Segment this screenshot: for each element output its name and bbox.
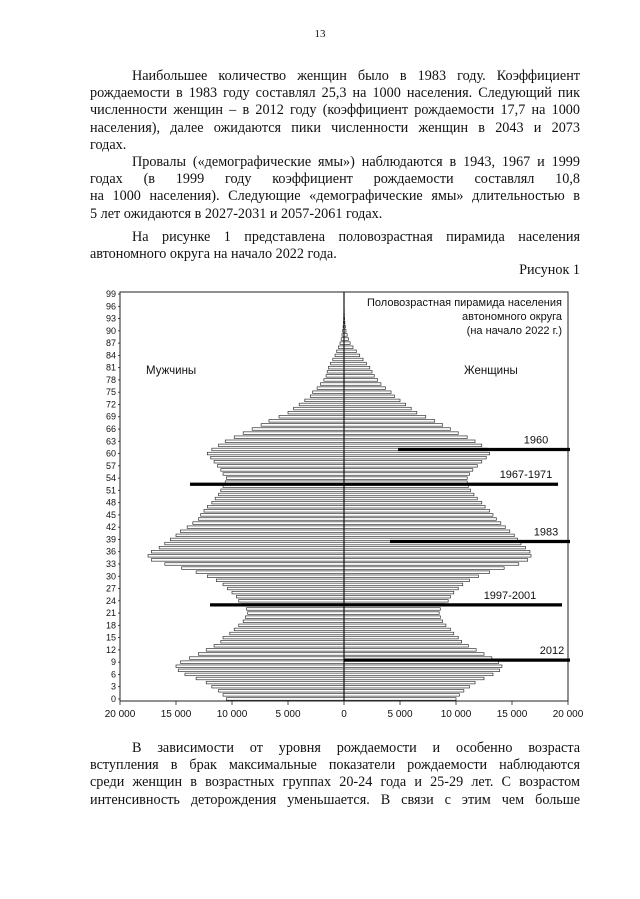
page-number: 13 xyxy=(314,28,326,40)
bar-female-age-86 xyxy=(344,346,353,349)
bar-male-age-15 xyxy=(223,636,344,639)
bar-female-age-44 xyxy=(344,518,496,521)
bar-female-age-30 xyxy=(344,575,478,578)
bar-male-age-73 xyxy=(305,399,344,402)
y-tick-label-36: 36 xyxy=(105,546,116,557)
bar-female-age-54 xyxy=(344,477,467,480)
bar-male-age-36 xyxy=(151,550,344,553)
paragraph-2 xyxy=(90,154,580,223)
bar-male-age-24 xyxy=(239,600,344,603)
bar-male-age-11 xyxy=(198,653,344,656)
bar-female-age-55 xyxy=(344,473,469,476)
bar-male-age-62 xyxy=(219,444,344,447)
bar-female-age-17 xyxy=(344,628,450,631)
bar-male-age-25 xyxy=(236,595,344,598)
bar-male-age-42 xyxy=(187,526,344,529)
bar-female-age-76 xyxy=(344,387,385,390)
cohort-marker-label-1: 1960 xyxy=(523,434,549,447)
y-tick-label-12: 12 xyxy=(105,644,116,655)
y-tick-label-69: 69 xyxy=(105,411,116,422)
bar-female-age-82 xyxy=(344,362,366,365)
bar-male-age-48 xyxy=(212,501,344,504)
bar-male-age-71 xyxy=(294,407,344,410)
cohort-marker-label-4: 1997-2001 xyxy=(483,589,537,602)
bar-male-age-4 xyxy=(206,681,344,684)
y-tick-label-6: 6 xyxy=(110,669,116,680)
legend-male-label: Мужчины xyxy=(146,365,197,377)
bar-female-age-27 xyxy=(344,587,458,590)
bar-male-age-82 xyxy=(331,362,344,365)
y-tick-label-27: 27 xyxy=(105,583,116,594)
paragraph-1 xyxy=(90,68,580,154)
bar-male-age-38 xyxy=(165,542,344,545)
bar-male-age-2 xyxy=(219,690,344,693)
bar-female-age-40 xyxy=(344,534,514,537)
bar-female-age-21 xyxy=(344,612,439,615)
bar-male-age-65 xyxy=(243,432,344,435)
bar-female-age-77 xyxy=(344,383,381,386)
bar-male-age-83 xyxy=(333,358,344,361)
bar-female-age-20 xyxy=(344,616,440,619)
y-tick-label-18: 18 xyxy=(105,620,116,631)
p4-line-2: вступления в брак максимальные показатели рождаемости наблюдаются xyxy=(90,757,580,774)
bar-male-age-13 xyxy=(214,645,344,648)
bar-female-age-19 xyxy=(344,620,443,623)
bar-female-age-78 xyxy=(344,379,378,382)
y-tick-label-78: 78 xyxy=(105,374,116,385)
bar-male-age-60 xyxy=(207,452,344,455)
bar-male-age-74 xyxy=(310,395,344,398)
bar-female-age-75 xyxy=(344,391,391,394)
y-tick-label-9: 9 xyxy=(110,657,116,668)
bar-female-age-73 xyxy=(344,399,400,402)
bar-male-age-29 xyxy=(216,579,344,582)
p1-line-5: годах. xyxy=(90,136,127,153)
p4-line-3: среди женщин в возрастных группах 20-24 года и 25-29 лет. С возрастом xyxy=(90,774,580,791)
bar-female-age-42 xyxy=(344,526,505,529)
bar-male-age-34 xyxy=(151,559,344,562)
bar-female-age-58 xyxy=(344,460,482,463)
bar-male-age-57 xyxy=(217,465,344,468)
bar-female-age-33 xyxy=(344,563,519,566)
bar-female-age-67 xyxy=(344,424,443,427)
bar-male-age-85 xyxy=(337,350,344,353)
bar-male-age-17 xyxy=(234,628,344,631)
bar-male-age-56 xyxy=(221,469,344,472)
bar-female-age-81 xyxy=(344,366,370,369)
bar-female-age-37 xyxy=(344,546,525,549)
x-tick-label-6: 10 000 xyxy=(440,709,472,720)
bar-female-age-60 xyxy=(344,452,490,455)
bar-male-age-61 xyxy=(212,448,344,451)
bar-male-age-67 xyxy=(261,424,344,427)
bar-male-age-43 xyxy=(193,522,344,525)
bar-female-age-56 xyxy=(344,469,473,472)
cohort-marker-label-2: 1967-1971 xyxy=(499,469,553,482)
y-tick-label-57: 57 xyxy=(105,460,116,471)
bar-female-age-11 xyxy=(344,653,484,656)
bar-male-age-55 xyxy=(223,473,344,476)
bar-female-age-12 xyxy=(344,649,476,652)
x-tick-label-7: 15 000 xyxy=(496,709,528,720)
bar-male-age-33 xyxy=(165,563,344,566)
y-tick-label-96: 96 xyxy=(105,301,116,312)
bar-female-age-41 xyxy=(344,530,510,533)
y-tick-label-54: 54 xyxy=(105,473,116,484)
bar-female-age-88 xyxy=(344,338,348,341)
bar-male-age-8 xyxy=(176,665,344,668)
bar-male-age-26 xyxy=(232,591,344,594)
y-tick-label-33: 33 xyxy=(105,558,116,569)
bar-female-age-51 xyxy=(344,489,471,492)
bar-male-age-31 xyxy=(196,571,344,574)
y-tick-label-0: 0 xyxy=(110,693,116,704)
bar-female-age-18 xyxy=(344,624,446,627)
bar-male-age-49 xyxy=(215,497,344,500)
y-tick-label-75: 75 xyxy=(105,387,116,398)
bar-female-age-7 xyxy=(344,669,500,672)
bar-female-age-5 xyxy=(344,677,484,680)
y-tick-label-66: 66 xyxy=(105,424,116,435)
y-tick-label-87: 87 xyxy=(105,338,116,349)
bar-female-age-2 xyxy=(344,690,464,693)
bar-male-age-14 xyxy=(221,640,344,643)
bar-male-age-63 xyxy=(225,440,344,443)
bar-female-age-0 xyxy=(344,698,456,701)
p2-line-1: Провалы («демографические ямы») наблюдаются в 1943, 1967 и 1999 xyxy=(132,154,580,170)
bar-female-age-3 xyxy=(344,685,469,688)
y-tick-label-42: 42 xyxy=(105,522,116,533)
y-tick-label-90: 90 xyxy=(105,325,116,336)
bar-female-age-59 xyxy=(344,456,486,459)
bar-female-age-47 xyxy=(344,505,485,508)
bar-male-age-1 xyxy=(223,694,344,697)
bar-male-age-66 xyxy=(252,428,344,431)
bar-male-age-30 xyxy=(207,575,344,578)
bar-male-age-10 xyxy=(189,657,344,660)
y-tick-label-84: 84 xyxy=(105,350,116,361)
bar-female-age-46 xyxy=(344,510,490,513)
chart-title-line-3: (на начало 2022 г.) xyxy=(466,325,562,337)
x-tick-label-4: 0 xyxy=(341,709,347,720)
bar-male-age-5 xyxy=(196,677,344,680)
y-tick-label-21: 21 xyxy=(105,608,116,619)
bar-male-age-16 xyxy=(230,632,344,635)
bar-female-age-64 xyxy=(344,436,467,439)
bar-female-age-83 xyxy=(344,358,363,361)
bar-female-age-28 xyxy=(344,583,463,586)
p1-line-4: населения), далее ожидаются пики численности женщин в 2043 и 2073 xyxy=(90,119,580,136)
x-tick-label-3: 5 000 xyxy=(275,709,301,720)
bar-female-age-49 xyxy=(344,497,477,500)
bar-female-age-24 xyxy=(344,600,448,603)
bar-female-age-84 xyxy=(344,354,360,357)
bar-male-age-3 xyxy=(212,685,344,688)
bar-female-age-6 xyxy=(344,673,493,676)
bar-female-age-25 xyxy=(344,595,450,598)
bar-male-age-51 xyxy=(221,489,344,492)
bar-male-age-58 xyxy=(214,460,344,463)
p1-line-1: Наибольшее количество женщин было в 1983 году. Коэффициент xyxy=(132,68,580,84)
bar-female-age-85 xyxy=(344,350,356,353)
bar-male-age-22 xyxy=(247,608,344,611)
figure-label: Рисунок 1 xyxy=(519,262,580,278)
bar-male-age-70 xyxy=(288,411,344,414)
bar-male-age-40 xyxy=(176,534,344,537)
y-tick-label-81: 81 xyxy=(105,362,116,373)
bar-male-age-47 xyxy=(207,505,344,508)
bar-female-age-68 xyxy=(344,420,435,423)
bar-female-age-87 xyxy=(344,342,350,345)
bar-female-age-70 xyxy=(344,411,417,414)
bar-female-age-65 xyxy=(344,432,458,435)
bar-male-age-41 xyxy=(180,530,344,533)
x-tick-label-1: 15 000 xyxy=(160,709,192,720)
bar-male-age-0 xyxy=(226,698,344,701)
bar-male-age-35 xyxy=(148,555,344,558)
bar-male-age-86 xyxy=(338,346,344,349)
bar-male-age-20 xyxy=(245,616,344,619)
p2-line-3: на 1000 населения). Следующие «демографические ямы» длительностью в xyxy=(90,188,580,205)
bar-male-age-7 xyxy=(178,669,344,672)
bar-male-age-44 xyxy=(198,518,344,521)
bar-female-age-22 xyxy=(344,608,440,611)
bar-male-age-77 xyxy=(320,383,344,386)
bar-male-age-37 xyxy=(159,546,344,549)
y-tick-label-72: 72 xyxy=(105,399,116,410)
bar-male-age-19 xyxy=(243,620,344,623)
bar-male-age-76 xyxy=(317,387,344,390)
x-tick-label-0: 20 000 xyxy=(104,709,136,720)
bar-female-age-45 xyxy=(344,514,493,517)
p4-line-1: В зависимости от уровня рождаемости и особенно возраста xyxy=(132,740,580,756)
bar-female-age-50 xyxy=(344,493,474,496)
bar-female-age-8 xyxy=(344,665,502,668)
bar-female-age-26 xyxy=(344,591,454,594)
y-tick-label-39: 39 xyxy=(105,534,116,545)
x-tick-label-2: 10 000 xyxy=(216,709,248,720)
bar-male-age-18 xyxy=(239,624,344,627)
y-tick-label-60: 60 xyxy=(105,448,116,459)
x-tick-label-8: 20 000 xyxy=(552,709,584,720)
paragraph-4 xyxy=(90,740,580,809)
bar-female-age-34 xyxy=(344,559,528,562)
bar-female-age-31 xyxy=(344,571,490,574)
bar-female-age-80 xyxy=(344,370,372,373)
bar-female-age-15 xyxy=(344,636,458,639)
bar-male-age-6 xyxy=(185,673,344,676)
bar-female-age-13 xyxy=(344,645,468,648)
p1-line-2: рождаемости в 1983 году составлял 25,3 на 1000 населения. Следующий пик xyxy=(90,85,580,102)
y-tick-label-24: 24 xyxy=(105,595,116,606)
cohort-marker-label-3: 1983 xyxy=(533,526,559,539)
bar-male-age-78 xyxy=(324,379,344,382)
chart-title-line-1: Половозрастная пирамида населения xyxy=(367,297,562,309)
y-tick-label-48: 48 xyxy=(105,497,116,508)
legend-female-label: Женщины xyxy=(464,365,518,377)
bar-female-age-16 xyxy=(344,632,454,635)
bar-female-age-32 xyxy=(344,567,504,570)
bar-female-age-35 xyxy=(344,555,531,558)
y-tick-label-3: 3 xyxy=(110,681,116,692)
bar-male-age-27 xyxy=(228,587,344,590)
bar-male-age-21 xyxy=(248,612,344,615)
y-tick-label-63: 63 xyxy=(105,436,116,447)
x-tick-label-5: 5 000 xyxy=(387,709,413,720)
p2-line-2: годах (в 1999 году коэффициент рождаемости составлял 10,8 xyxy=(90,171,580,188)
bar-male-age-54 xyxy=(226,477,344,480)
bar-male-age-68 xyxy=(269,420,344,423)
bar-male-age-72 xyxy=(299,403,344,406)
bar-male-age-46 xyxy=(204,510,344,513)
p3-line-1: На рисунке 1 представлена половозрастная пирамида населения xyxy=(132,229,580,245)
bar-female-age-14 xyxy=(344,640,462,643)
cohort-marker-label-5: 2012 xyxy=(539,645,565,658)
bar-male-age-59 xyxy=(211,456,344,459)
bar-male-age-12 xyxy=(206,649,344,652)
bar-female-age-1 xyxy=(344,694,459,697)
bar-female-age-62 xyxy=(344,444,482,447)
y-tick-label-51: 51 xyxy=(105,485,116,496)
bar-male-age-80 xyxy=(327,370,344,373)
bar-male-age-84 xyxy=(335,354,344,357)
bar-female-age-69 xyxy=(344,415,426,418)
y-tick-label-99: 99 xyxy=(105,289,116,300)
bar-male-age-32 xyxy=(182,567,344,570)
chart-title-line-2: автономного округа xyxy=(462,311,562,323)
bar-female-age-74 xyxy=(344,395,394,398)
bar-female-age-29 xyxy=(344,579,469,582)
p3-line-2: автономного округа на начало 2022 года. xyxy=(90,246,337,263)
bar-female-age-79 xyxy=(344,375,374,378)
p2-line-4: 5 лет ожидаются в 2027-2031 и 2057-2061 годах. xyxy=(90,205,383,222)
y-tick-label-30: 30 xyxy=(105,571,116,582)
bar-male-age-9 xyxy=(180,661,344,664)
y-tick-label-93: 93 xyxy=(105,313,116,324)
bar-male-age-50 xyxy=(219,493,344,496)
bar-male-age-28 xyxy=(223,583,344,586)
bar-female-age-43 xyxy=(344,522,501,525)
bar-female-age-71 xyxy=(344,407,411,410)
bar-male-age-81 xyxy=(328,366,344,369)
bar-female-age-48 xyxy=(344,501,482,504)
population-pyramid-chart xyxy=(86,282,586,727)
p4-line-4: интенсивность деторождения уменьшается. В связи с этим чем больше xyxy=(90,791,580,808)
bar-female-age-36 xyxy=(344,550,530,553)
bar-male-age-69 xyxy=(279,415,344,418)
bar-male-age-75 xyxy=(313,391,344,394)
bar-male-age-79 xyxy=(326,375,344,378)
bar-female-age-66 xyxy=(344,428,450,431)
bar-male-age-64 xyxy=(234,436,344,439)
bar-male-age-45 xyxy=(201,514,344,517)
p1-line-3: численности женщин – в 2012 году (коэффициент рождаемости 17,7 на 1000 xyxy=(90,102,580,119)
bar-female-age-63 xyxy=(344,440,475,443)
paragraph-3 xyxy=(90,229,580,263)
bar-female-age-57 xyxy=(344,465,477,468)
bar-female-age-4 xyxy=(344,681,475,684)
y-tick-label-45: 45 xyxy=(105,509,116,520)
bar-male-age-39 xyxy=(170,538,344,541)
bar-female-age-72 xyxy=(344,403,406,406)
y-tick-label-15: 15 xyxy=(105,632,116,643)
